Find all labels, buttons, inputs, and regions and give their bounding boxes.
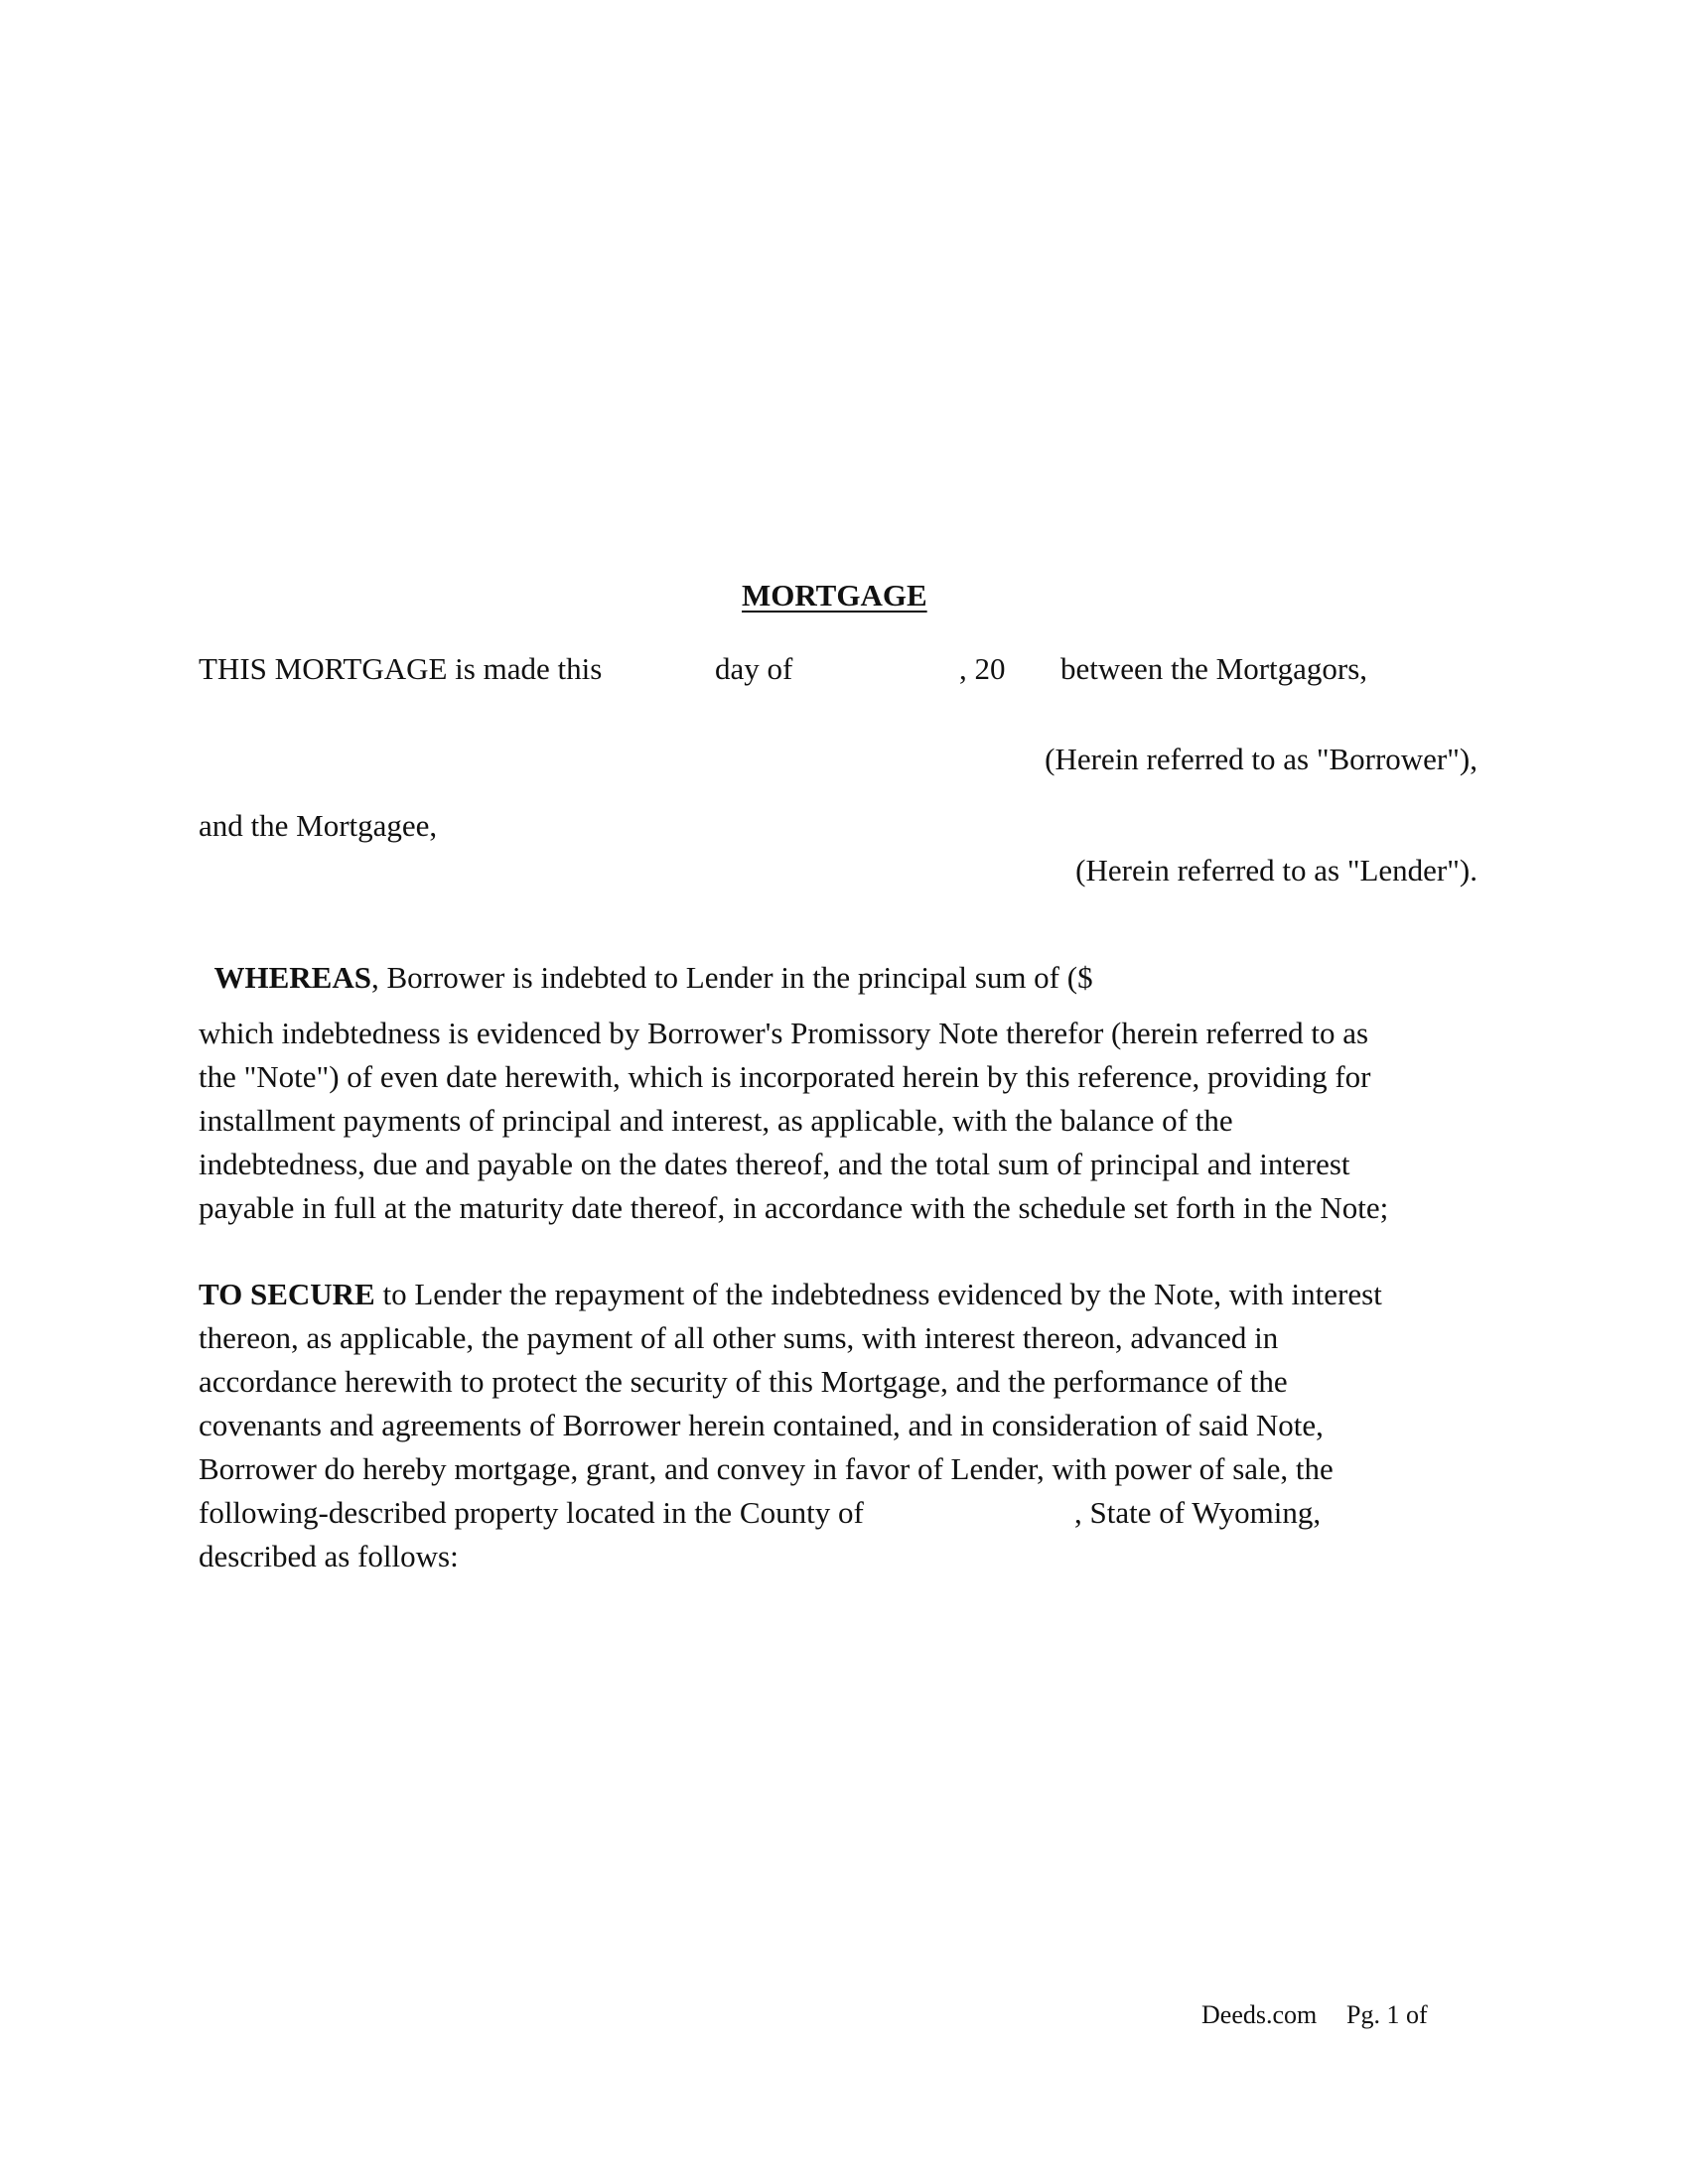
indebtedness-line: indebtedness, due and payable on the dates thereof, and the total sum of principal and interest <box>199 1147 1350 1181</box>
and-mortgagee: and the Mortgagee, <box>199 808 438 843</box>
intro-between: between the Mortgagors, <box>1060 651 1368 686</box>
whereas-line <box>199 931 1093 993</box>
county-line <box>199 1491 1489 1535</box>
whereas-heading: WHEREAS <box>213 960 371 995</box>
to-secure-line: covenants and agreements of Borrower herein contained, and in consideration of said Note, <box>199 1408 1324 1442</box>
indebtedness-line: installment payments of principal and interest, as applicable, with the balance of the <box>199 1103 1233 1138</box>
county-prefix: following-described property located in the County of <box>199 1495 864 1530</box>
footer-page-number: Pg. 1 of <box>1346 2000 1428 2029</box>
indebtedness-line: payable in full at the maturity date thereof, in accordance with the schedule set forth in the Note; <box>199 1190 1389 1225</box>
intro-year: , 20 <box>959 651 1006 686</box>
to-secure-first-line <box>199 1273 1489 1316</box>
document-title: MORTGAGE <box>742 578 927 613</box>
to-secure-paragraph <box>199 1273 1489 1578</box>
whereas-text: , Borrower is indebted to Lender in the principal sum of ($ <box>370 960 1093 995</box>
to-secure-line: accordance herewith to protect the security of this Mortgage, and the performance of the <box>199 1364 1288 1399</box>
intro-day-of: day of <box>715 651 793 686</box>
footer-site: Deeds.com <box>1201 2000 1318 2029</box>
to-secure-heading: TO SECURE <box>199 1277 375 1311</box>
state-suffix: , State of Wyoming, <box>1074 1495 1322 1530</box>
intro-made-this: THIS MORTGAGE is made this <box>199 651 603 686</box>
indebtedness-line: the "Note") of even date herewith, which is incorporated herein by this reference, providing for <box>199 1059 1371 1094</box>
borrower-reference: (Herein referred to as "Borrower"), <box>1045 742 1477 776</box>
to-secure-first-line-rest: to Lender the repayment of the indebtedness evidenced by the Note, with interest <box>374 1277 1382 1311</box>
to-secure-last-line: described as follows: <box>199 1539 459 1573</box>
lender-reference: (Herein referred to as "Lender"). <box>1075 853 1477 887</box>
indebtedness-line: which indebtedness is evidenced by Borrower's Promissory Note therefor (herein referred to as <box>199 1016 1369 1050</box>
to-secure-line: Borrower do hereby mortgage, grant, and convey in favor of Lender, with power of sale, the <box>199 1451 1334 1486</box>
to-secure-line: thereon, as applicable, the payment of all other sums, with interest thereon, advanced in <box>199 1320 1279 1355</box>
indebtedness-paragraph <box>199 1012 1489 1230</box>
